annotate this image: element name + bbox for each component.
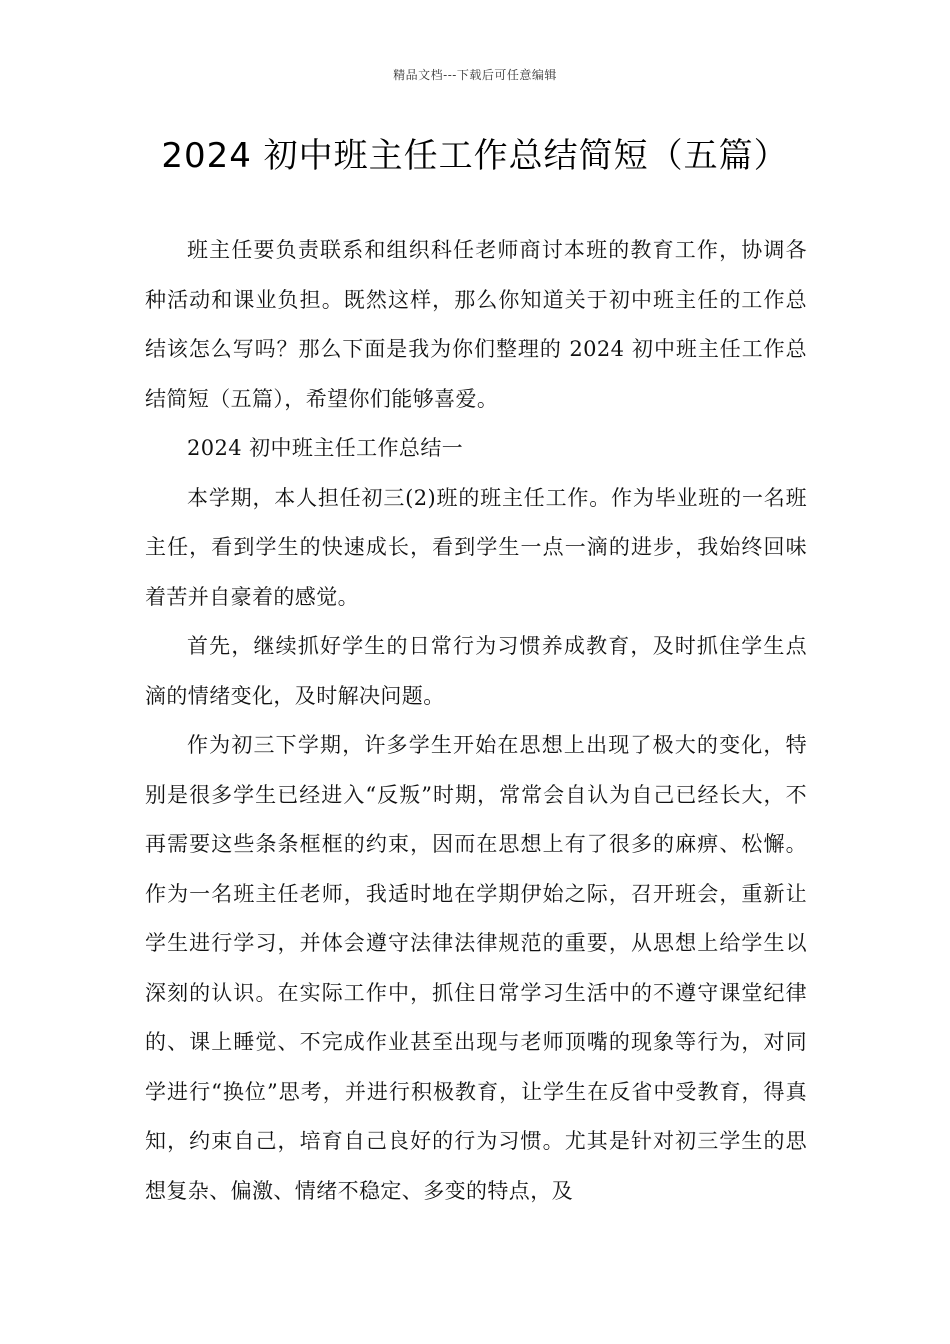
paragraph: 本学期，本人担任初三(2)班的班主任工作。作为毕业班的一名班主任，看到学生的快速成长，看到学生一点一滴的进步，我始终回味着苦并自豪着的感觉。 [145,485,807,609]
paragraph: 作为初三下学期，许多学生开始在思想上出现了极大的变化，特别是很多学生已经进入“反叛”时期，常常会自认为自己已经长大，不再需要这些条条框框的约束，因而在思想上有了很多的麻痹、松懈。作为一名班主任老师，我适时地在学期伊始之际，召开班会，重新让学生进行学习，并体会遵守法律法律规范的重要，从思想上给学生以深刻的认识。在实际工作中，抓住日常学习生活中的不遵守课堂纪律的、课上睡觉、不完成作业甚至出现与老师顶嘴的现象等行为，对同学进行“换位”思考，并进行积极教育，让学生在反省中受教育，得真知，约束自己，培育自己良好的行为习惯。尤其是针对初三学生的思想复杂、偏激、情绪不稳定、多变的特点，及 [145,733,807,1203]
document-body [145,226,807,1216]
header-note: 精品文档---下载后可任意编辑 [393,68,557,82]
section-heading: 2024 初中班主任工作总结一 [187,436,464,460]
document-title: 2024 初中班主任工作总结简短（五篇） [161,136,789,176]
paragraph: 首先，继续抓好学生的日常行为习惯养成教育，及时抓住学生点滴的情绪变化，及时解决问题。 [145,634,807,708]
paragraph-intro: 班主任要负责联系和组织科任老师商讨本班的教育工作，协调各种活动和课业负担。既然这样，那么你知道关于初中班主任的工作总结该怎么写吗？那么下面是我为你们整理的 2024 初中班主任工作总结简短（五篇），希望你们能够喜爱。 [145,238,807,411]
